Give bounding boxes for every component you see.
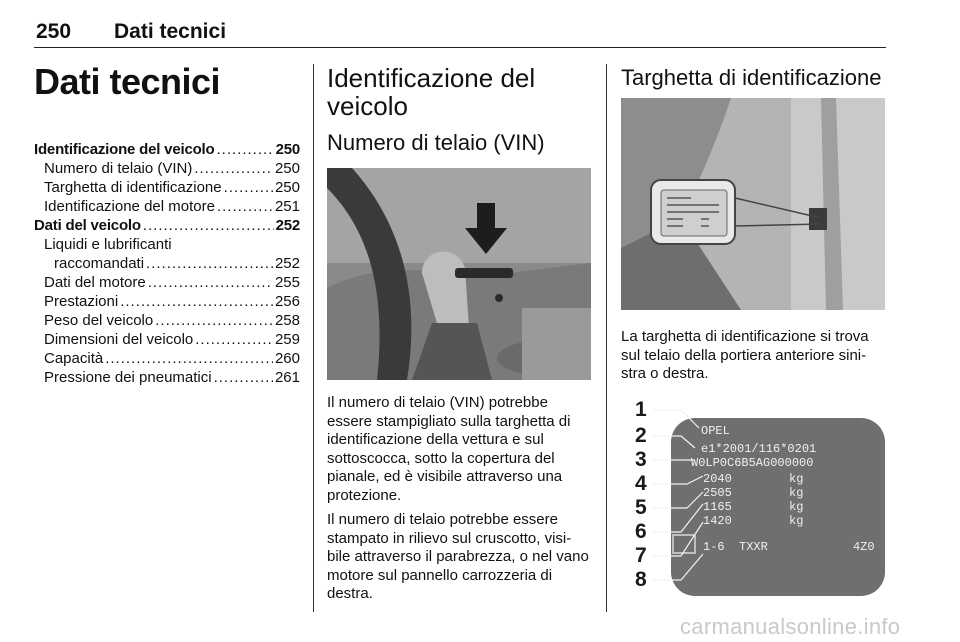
identification-plate-diagram <box>621 392 886 602</box>
vin-paragraph-1: Il numero di telaio (VIN) potrebbe essere stampigliato sulla targhetta di identificazione della vettura e sul sottoscocca, sotto la copertura del pianale, ed è visibile attraverso una protezione. <box>327 394 571 504</box>
plate-extra-code: 4Z0 <box>853 540 875 554</box>
callout-5: 5 <box>635 496 647 519</box>
toc-item[interactable]: Peso del veicolo ..... 258 <box>34 311 300 330</box>
toc-item[interactable]: Pressione dei pneumatici ..... 261 <box>34 368 300 387</box>
page-number: 250 <box>36 20 72 43</box>
callout-3: 3 <box>635 448 647 471</box>
page-header <box>34 8 886 48</box>
plate-weight-2: 2505 <box>703 486 732 500</box>
watermark: carmanualsonline.info <box>680 614 901 639</box>
callout-8: 8 <box>635 568 647 591</box>
plate-weight-4: 1420 <box>703 514 732 528</box>
chapter-title: Dati tecnici <box>34 61 221 102</box>
callout-6: 6 <box>635 520 647 543</box>
vin-column <box>327 64 593 604</box>
toc-item[interactable]: Dati del veicolo ..... 252 <box>34 216 300 235</box>
column-divider <box>606 64 607 612</box>
toc-item[interactable]: Numero di telaio (VIN) ..... 250 <box>34 159 300 178</box>
plate-vin: W0LP0C6B5AG000000 <box>691 456 814 470</box>
toc-item[interactable]: Capacità ..... 260 <box>34 349 300 368</box>
plate-approval-number: e1*2001/116*0201 <box>701 442 817 456</box>
toc-item[interactable]: Prestazioni ..... 256 <box>34 292 300 311</box>
toc-item[interactable]: Identificazione del motore ..... 251 <box>34 197 300 216</box>
table-of-contents <box>34 140 300 387</box>
plate-weight-3: 1165 <box>703 500 732 514</box>
plate-weight-unit-1: kg <box>789 472 804 486</box>
plate-paragraph: La targhetta di identificazione si trova sul telaio della portiera anteriore sini-stra o destra. <box>621 328 869 382</box>
callout-4: 4 <box>635 472 647 495</box>
vin-paragraph-2: Il numero di telaio potrebbe essere stampato in rilievo sul cruscotto, visi-bile attraverso il parabrezza, o nel vano motore sul pannello carrozzeria di destra. <box>327 511 589 602</box>
plate-weight-1: 2040 <box>703 472 732 486</box>
callout-7: 7 <box>635 544 647 567</box>
plate-paint-code: 1-6 <box>703 540 725 554</box>
plate-trim-code: TXXR <box>739 540 768 554</box>
toc-column <box>34 62 300 387</box>
plate-column <box>621 64 887 384</box>
vin-location-photo <box>327 168 591 380</box>
plate-location-photo <box>621 98 885 310</box>
toc-item[interactable]: Identificazione del veicolo ..... 250 <box>34 140 300 159</box>
toc-item[interactable]: Targhetta di identificazione ..... 250 <box>34 178 300 197</box>
plate-heading: Targhetta di identificazione <box>621 65 882 90</box>
section-title: Identificazione del veicolo <box>327 63 536 121</box>
toc-item[interactable]: Dimensioni del veicolo ..... 259 <box>34 330 300 349</box>
toc-item[interactable]: raccomandati ..... 252 <box>34 254 300 273</box>
callout-2: 2 <box>635 424 647 447</box>
header-title: Dati tecnici <box>114 20 227 43</box>
plate-brand: OPEL <box>701 424 730 438</box>
plate-weight-unit-4: kg <box>789 514 804 528</box>
plate-weight-unit-2: kg <box>789 486 804 500</box>
plate-weight-unit-3: kg <box>789 500 804 514</box>
toc-item-line[interactable]: Liquidi e lubrificanti <box>44 236 172 253</box>
callout-1: 1 <box>635 398 647 421</box>
vin-subheading: Numero di telaio (VIN) <box>327 130 545 155</box>
toc-item[interactable]: Dati del motore ..... 255 <box>34 273 300 292</box>
column-divider <box>313 64 314 612</box>
